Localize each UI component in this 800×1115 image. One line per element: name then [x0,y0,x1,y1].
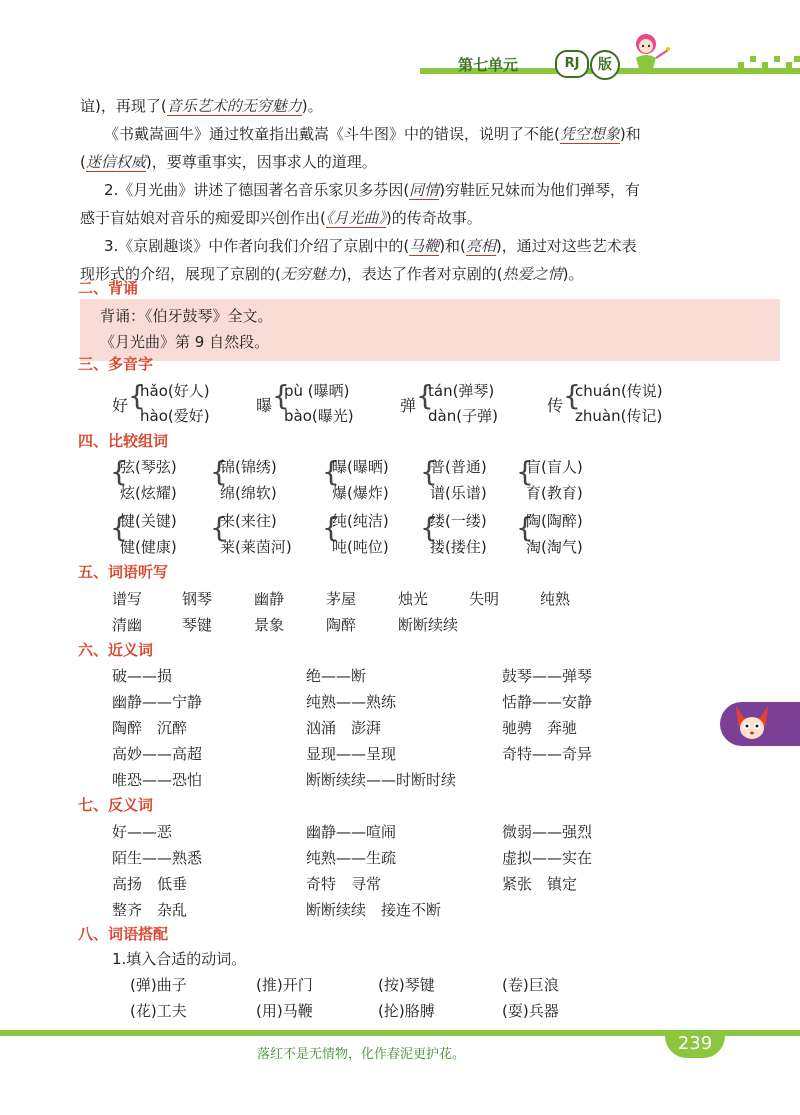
brace-icon: { [420,455,438,488]
answer: 同情 [409,181,440,199]
answer: 马鞭 [409,237,440,255]
polyphone-reading: bào(曝光) [284,407,354,425]
compare-word: 来(来往) [220,512,277,530]
intro-line-3 [80,148,377,176]
polyphone-char: 曝 [256,396,273,415]
brace-icon: { [210,455,228,488]
dictation-word: 失明 [469,590,500,608]
polyphone-char: 传 [547,396,564,415]
brace-icon: { [516,455,534,488]
answer: 亮相 [465,237,496,255]
synonym-pair: 破——损 [112,667,173,685]
checker-pattern-icon [738,56,800,74]
polyphone-reading: tán(弹琴) [428,382,495,400]
antonym-pair: 纯熟——生疏 [306,849,397,867]
antonym-pair: 整齐 杂乱 [112,901,188,919]
polyphone-char: 好 [112,396,129,415]
brace-icon: { [110,455,128,488]
synonym-pair: 恬静——安静 [502,693,593,711]
text: )。 [562,265,584,283]
dictation-word: 钢琴 [182,590,213,608]
dictation-word: 烛光 [398,590,429,608]
polyphone-reading: hǎo(好人) [140,382,210,400]
compare-word: 莱(莱茵河) [220,538,292,556]
recite-line-1: 背诵：《伯牙鼓琴》全文。 [100,307,273,325]
antonym-pair: 虚拟——实在 [502,849,593,867]
intro-line-7 [80,260,583,288]
compare-word: 谱(乐谱) [430,484,487,502]
recite-line-2: 《月光曲》第 9 自然段。 [100,333,270,351]
answer: 无穷魅力 [280,265,341,283]
text: )和( [439,237,466,255]
text: 2.《月光曲》讲述了德国著名音乐家贝多芬因( [104,181,410,199]
collocation-item: (卷)巨浪 [502,976,559,994]
synonym-pair: 驰骋 奔驰 [502,719,578,737]
compare-word: 键(关键) [120,512,177,530]
synonym-pair: 高妙——高超 [112,745,203,763]
brace-icon: { [272,379,290,412]
compare-word: 健(健康) [120,538,177,556]
answer: 热爱之情 [502,265,563,283]
synonym-pair: 显现——呈现 [306,745,397,763]
compare-word: 搂(搂住) [430,538,487,556]
collocation-item: (按)琴键 [378,976,435,994]
compare-word: 爆(爆炸) [332,484,389,502]
antonym-pair: 高扬 低垂 [112,875,188,893]
compare-word: 陶(陶醉) [526,512,583,530]
answer: 音乐艺术的无穷魅力 [166,97,302,115]
dictation-word: 谱写 [112,590,143,608]
compare-word: 缕(一缕) [430,512,487,530]
collocation-item: (推)开门 [256,976,313,994]
compare-word: 育(教育) [526,484,583,502]
intro-line-2 [104,120,641,148]
text: )。 [301,97,323,115]
antonym-pair: 奇特 寻常 [306,875,382,893]
dictation-word: 幽静 [254,590,285,608]
section-title-antonyms: 七、反义词 [78,796,154,814]
collocation-intro: 1.填入合适的动词。 [112,950,247,968]
intro-line-6 [104,232,637,260]
fairy-mascot-icon [622,28,670,78]
dictation-word: 茅屋 [326,590,357,608]
antonym-pair: 断断续续 接连不断 [306,901,442,919]
brace-icon: { [563,379,581,412]
text: )，要尊重事实，因事求人的道理。 [145,153,377,171]
section-title-recite: 二、背诵 [78,279,139,297]
answer: 凭空想象 [559,125,620,143]
text: )，表达了作者对京剧的( [340,265,503,283]
synonym-pair: 绝——断 [306,667,367,685]
brace-icon: { [516,511,534,544]
collocation-item: (耍)兵器 [502,1002,559,1020]
brace-icon: { [416,379,434,412]
edition-badge-ban: 版 [590,50,620,80]
text: 3.《京剧趣谈》中作者向我们介绍了京剧中的( [104,237,410,255]
antonym-pair: 好——恶 [112,823,173,841]
synonym-pair: 断断续续——时断时续 [306,771,457,789]
text: 现形式的介绍，展现了京剧的( [80,265,281,283]
compare-word: 盲(盲人) [526,458,583,476]
synonym-pair: 汹涌 澎湃 [306,719,382,737]
compare-word: 普(普通) [430,458,487,476]
dictation-word: 陶醉 [326,616,357,634]
compare-word: 炫(炫耀) [120,484,177,502]
collocation-item: (弹)曲子 [130,976,187,994]
unit-title: 第七单元 [458,56,519,74]
dictation-word: 清幽 [112,616,143,634]
antonym-pair: 陌生——熟悉 [112,849,203,867]
text: 感于盲姑娘对音乐的痴爱即兴创作出( [80,209,326,227]
page-number: 239 [665,1030,725,1058]
section-title-dictation: 五、词语听写 [78,563,169,581]
collocation-item: (花)工夫 [130,1002,187,1020]
compare-word: 吨(吨位) [332,538,389,556]
dictation-word: 纯熟 [540,590,571,608]
antonym-pair: 微弱——强烈 [502,823,593,841]
footer-motto: 落红不是无情物，化作春泥更护花。 [257,1047,466,1062]
antonym-pair: 幽静——喧闹 [306,823,397,841]
text: )和 [619,125,641,143]
compare-word: 弦(琴弦) [120,458,177,476]
synonym-pair: 唯恐——恐怕 [112,771,203,789]
collocation-item: (抡)胳膊 [378,1002,435,1020]
synonym-pair: 纯熟——熟练 [306,693,397,711]
section-title-polyphones: 三、多音字 [78,355,154,373]
text: 谊)，再现了( [80,97,167,115]
polyphone-reading: pù (曝晒) [284,382,350,400]
synonym-pair: 鼓琴——弹琴 [502,667,593,685]
answer: 迷信权威 [85,153,146,171]
dictation-word: 景象 [254,616,285,634]
brace-icon: { [110,511,128,544]
intro-line-5 [80,204,482,232]
intro-line-1 [80,92,323,120]
text: )，通过对这些艺术表 [495,237,637,255]
polyphone-reading: chuán(传说) [575,382,663,400]
section-title-compare: 四、比较组词 [78,432,169,450]
compare-word: 曝(曝晒) [332,458,389,476]
section-title-synonyms: 六、近义词 [78,641,154,659]
polyphone-char: 弹 [400,396,417,415]
answer: 《月光曲》 [325,209,386,227]
compare-word: 绵(绵软) [220,484,277,502]
intro-line-4 [104,176,640,204]
synonym-pair: 幽静——宁静 [112,693,203,711]
text: )的传奇故事。 [385,209,482,227]
dictation-word: 断断续续 [398,616,459,634]
text: ( [80,153,86,171]
antonym-pair: 紧张 镇定 [502,875,578,893]
synonym-pair: 陶醉 沉醉 [112,719,188,737]
compare-word: 淘(淘气) [526,538,583,556]
polyphone-reading: dàn(子弹) [428,407,498,425]
fox-mascot-icon [730,700,774,746]
brace-icon: { [420,511,438,544]
collocation-item: (用)马鞭 [256,1002,313,1020]
polyphone-reading: hào(爱好) [140,407,210,425]
brace-icon: { [322,455,340,488]
compare-word: 纯(纯洁) [332,512,389,530]
compare-word: 锦(锦绣) [220,458,277,476]
text: 《书戴嵩画牛》通过牧童指出戴嵩《斗牛图》中的错误，说明了不能( [104,125,560,143]
brace-icon: { [210,511,228,544]
edition-badge-rj: RJ [555,50,589,78]
synonym-pair: 奇特——奇异 [502,745,593,763]
brace-icon: { [128,379,146,412]
polyphone-reading: zhuàn(传记) [575,407,663,425]
brace-icon: { [322,511,340,544]
text: )穷鞋匠兄妹而为他们弹琴，有 [439,181,641,199]
dictation-word: 琴键 [182,616,213,634]
section-title-collocation: 八、词语搭配 [78,925,169,943]
